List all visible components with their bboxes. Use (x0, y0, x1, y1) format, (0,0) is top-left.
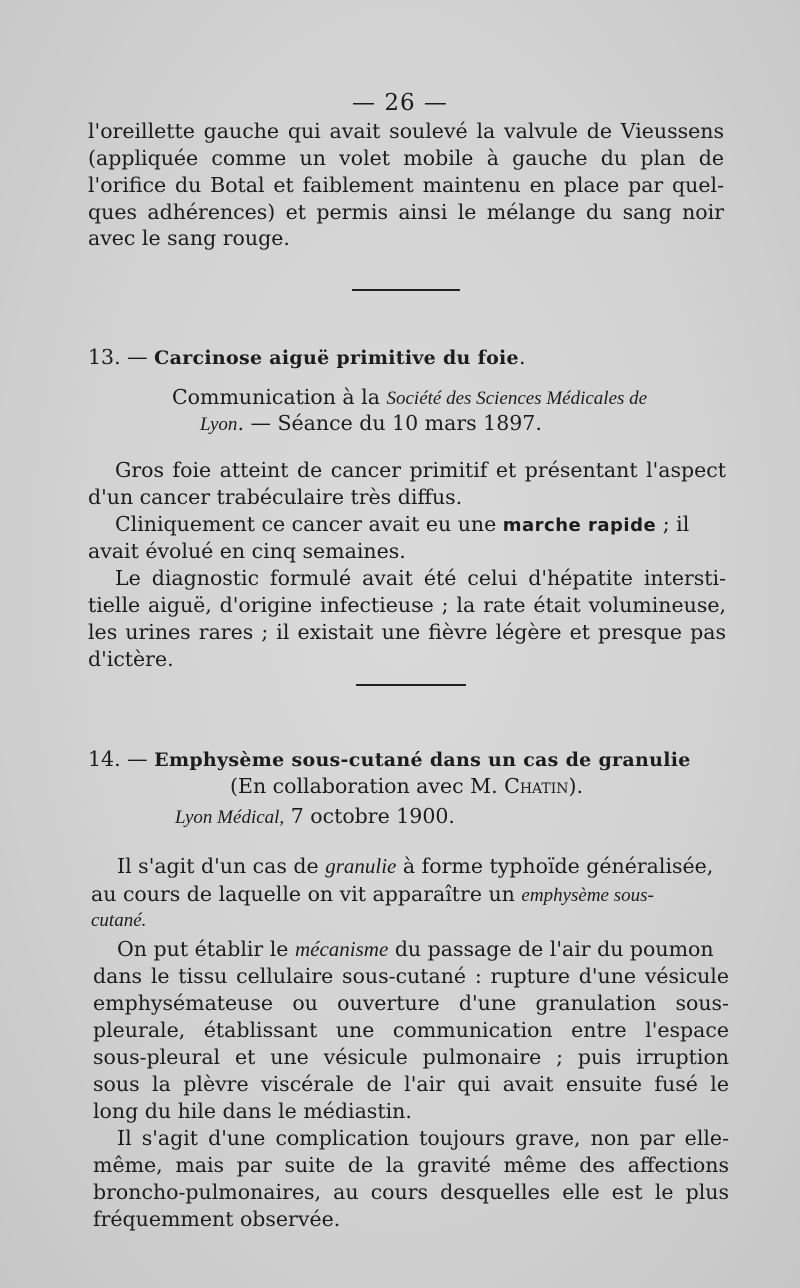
source-journal: Société des Sciences Médicales de (386, 388, 648, 409)
text-line (117, 936, 714, 962)
text-line (91, 881, 654, 909)
entry-source (172, 384, 647, 412)
section-divider (352, 289, 460, 291)
entry-source-cont (200, 410, 542, 438)
page-number: — 26 — (352, 90, 448, 116)
text-span: au cours de laquelle on vit apparaître un (91, 882, 515, 906)
text-span: ; il (662, 512, 690, 536)
collaborator-name: Chatin (504, 774, 569, 798)
emphasis-italic: cutané. (91, 910, 147, 931)
entry-number: 14. — (88, 747, 148, 771)
text-line: pleurale, établissant une communication entre l'espace (93, 1018, 729, 1042)
source-date: 7 octobre 1900. (290, 804, 455, 828)
text-line: sous la plèvre viscérale de l'air qui avait ensuite fusé le (93, 1072, 729, 1096)
text-line: tielle aiguë, d'origine infectieuse ; la rate était volumineuse, (88, 593, 726, 617)
source-city: Lyon (200, 414, 238, 435)
text-line: sous-pleural et une vésicule pulmonaire ; puis irruption (93, 1045, 729, 1069)
entry-heading (88, 344, 525, 371)
text-line: avec le sang rouge. (88, 226, 290, 250)
text-line: d'ictère. (88, 647, 174, 671)
text-line: même, mais par suite de la gravité même des affections (93, 1153, 729, 1177)
entry-title: Emphysème sous-cutané dans un cas de granulie (154, 749, 691, 771)
text-line: avait évolué en cinq semaines. (88, 539, 406, 563)
text-line: l'oreillette gauche qui avait soulevé la valvule de Vieussens (88, 119, 724, 143)
text-line: ques adhérences) et permis ainsi le mélange du sang noir (88, 200, 724, 224)
text-line: emphysémateuse ou ouverture d'une granulation sous- (93, 991, 729, 1015)
section-divider (356, 684, 466, 686)
text-span: On put établir le (117, 937, 289, 961)
source-date: . — Séance du 10 mars 1897. (237, 411, 542, 435)
text-line: l'orifice du Botal et faiblement maintenu en place par quel- (88, 173, 724, 197)
entry-heading (88, 746, 691, 773)
text-line: les urines rares ; il existait une fièvre légère et presque pas (88, 620, 726, 644)
text-span: Cliniquement ce cancer avait eu une (115, 512, 497, 536)
entry-title: Carcinose aiguë primitive du foie (154, 347, 519, 369)
text-span: ). (568, 774, 584, 798)
source-text: Communication à la (172, 385, 380, 409)
text-line: Le diagnostic formulé avait été celui d'hépatite intersti- (115, 566, 726, 590)
text-line: fréquemment observée. (93, 1207, 341, 1231)
entry-collaboration (230, 773, 583, 799)
text-line: broncho-pulmonaires, au cours desquelles elle est le plus (93, 1180, 729, 1204)
text-line: long du hile dans le médiastin. (93, 1099, 412, 1123)
text-line (117, 853, 713, 879)
title-period: . (518, 345, 526, 369)
text-line: Gros foie atteint de cancer primitif et présentant l'aspect (115, 458, 726, 482)
text-line: d'un cancer trabéculaire très diffus. (88, 485, 463, 509)
text-span: Il s'agit d'un cas de (117, 854, 319, 878)
text-span: (En collaboration avec M. (230, 774, 498, 798)
text-line (115, 511, 689, 539)
source-journal: Lyon Médical, (175, 807, 285, 828)
emphasis-italic: granulie (325, 854, 397, 878)
text-span: à forme typhoïde généralisée, (402, 854, 714, 878)
text-span: du passage de l'air du poumon (394, 937, 714, 961)
text-line: dans le tissu cellulaire sous-cutané : rupture d'une vésicule (93, 964, 729, 988)
entry-source (175, 803, 455, 831)
emphasis-italic: emphysème sous- (521, 885, 654, 906)
text-line: Il s'agit d'une complication toujours grave, non par elle- (117, 1126, 729, 1150)
emphasis-bold: marche rapide (502, 515, 657, 536)
emphasis-italic: mécanisme (294, 937, 389, 961)
text-line (91, 906, 146, 934)
text-line: (appliquée comme un volet mobile à gauche du plan de (88, 146, 724, 170)
entry-number: 13. — (88, 345, 148, 369)
